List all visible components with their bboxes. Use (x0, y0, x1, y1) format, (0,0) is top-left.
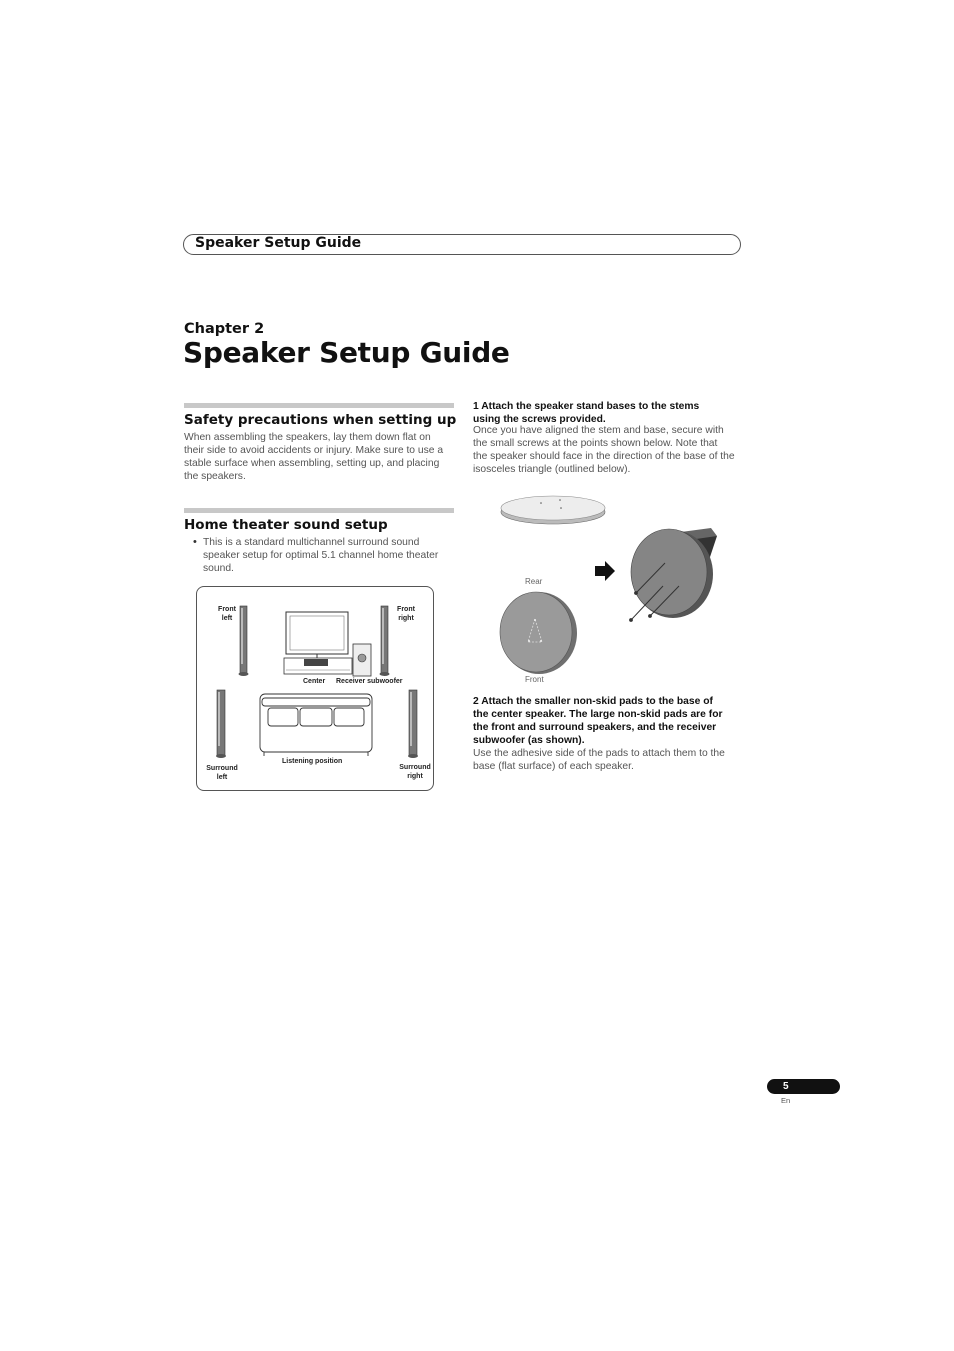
language-code: En (781, 1096, 791, 1105)
page-title: Speaker Setup Guide (183, 336, 510, 369)
text-line: 1 Attach the speaker stand bases to the stems (473, 401, 700, 412)
text-line: the front and surround speakers, and the receiver (473, 722, 717, 733)
receiver-subwoofer-label: Receiver subwoofer (336, 678, 403, 685)
step1-body (473, 424, 749, 476)
front-right-label: Front right (397, 606, 415, 622)
bullet-icon: • (193, 536, 197, 548)
step2-heading (473, 695, 749, 747)
text-line: the center speaker. The large non-skid pads are for (473, 709, 723, 720)
step1-heading (473, 400, 748, 426)
sofa-icon (260, 694, 372, 756)
text-line: This is a standard multichannel surround sound (203, 537, 420, 548)
text-line: sound. (203, 563, 234, 574)
home-theater-body (203, 536, 458, 575)
base-triangle-disc-icon (500, 592, 577, 674)
front-label: Front (525, 675, 544, 684)
text-line: Once you have aligned the stem and base, secure with (473, 425, 724, 436)
text-line: their side to avoid accidents or injury. Make sure to use a (184, 445, 444, 456)
text-line: base (flat surface) of each speaker. (473, 761, 634, 772)
stand-base-side-icon (631, 529, 713, 618)
stand-base-disc-icon (501, 496, 605, 524)
arrow-right-icon (595, 561, 615, 581)
tv-stand-icon (284, 658, 352, 674)
surround-left-speaker-icon (216, 690, 226, 758)
section-rule (184, 403, 454, 408)
tv-icon (286, 612, 348, 658)
subwoofer-icon (353, 644, 371, 676)
surround-left-label: Surround left (206, 765, 238, 781)
page-number: 5 (783, 1081, 789, 1092)
center-label: Center (303, 678, 326, 685)
header-title: Speaker Setup Guide (195, 235, 362, 251)
text-line: Use the adhesive side of the pads to attach them to the (473, 748, 725, 759)
home-theater-heading: Home theater sound setup (184, 517, 388, 533)
front-right-speaker-icon (380, 606, 390, 676)
text-line: the speaker should face in the direction of the base of the (473, 451, 735, 462)
listening-position-label: Listening position (282, 758, 343, 765)
text-line: isosceles triangle (outlined below). (473, 464, 631, 475)
chapter-label: Chapter 2 (184, 321, 265, 337)
text-line: subwoofer (as shown). (473, 735, 585, 746)
step2-body (473, 747, 749, 773)
text-line: the speakers. (184, 471, 246, 482)
rear-label: Rear (525, 577, 543, 586)
text-line: stable surface when assembling, setting up, and placing (184, 458, 440, 469)
text-line: 2 Attach the smaller non-skid pads to the base of (473, 696, 713, 707)
front-left-label: Front left (218, 606, 236, 622)
text-line: using the screws provided. (473, 414, 606, 425)
text-line: the small screws at the points shown below. Note that (473, 438, 718, 449)
safety-heading: Safety precautions when setting up (184, 412, 457, 428)
page-number-badge (767, 1079, 840, 1094)
safety-body (184, 431, 456, 483)
surround-right-speaker-icon (408, 690, 418, 758)
section-rule (184, 508, 454, 513)
text-line: When assembling the speakers, lay them down flat on (184, 432, 431, 443)
text-line: speaker setup for optimal 5.1 channel home theater (203, 550, 439, 561)
surround-right-label: Surround right (399, 764, 431, 780)
